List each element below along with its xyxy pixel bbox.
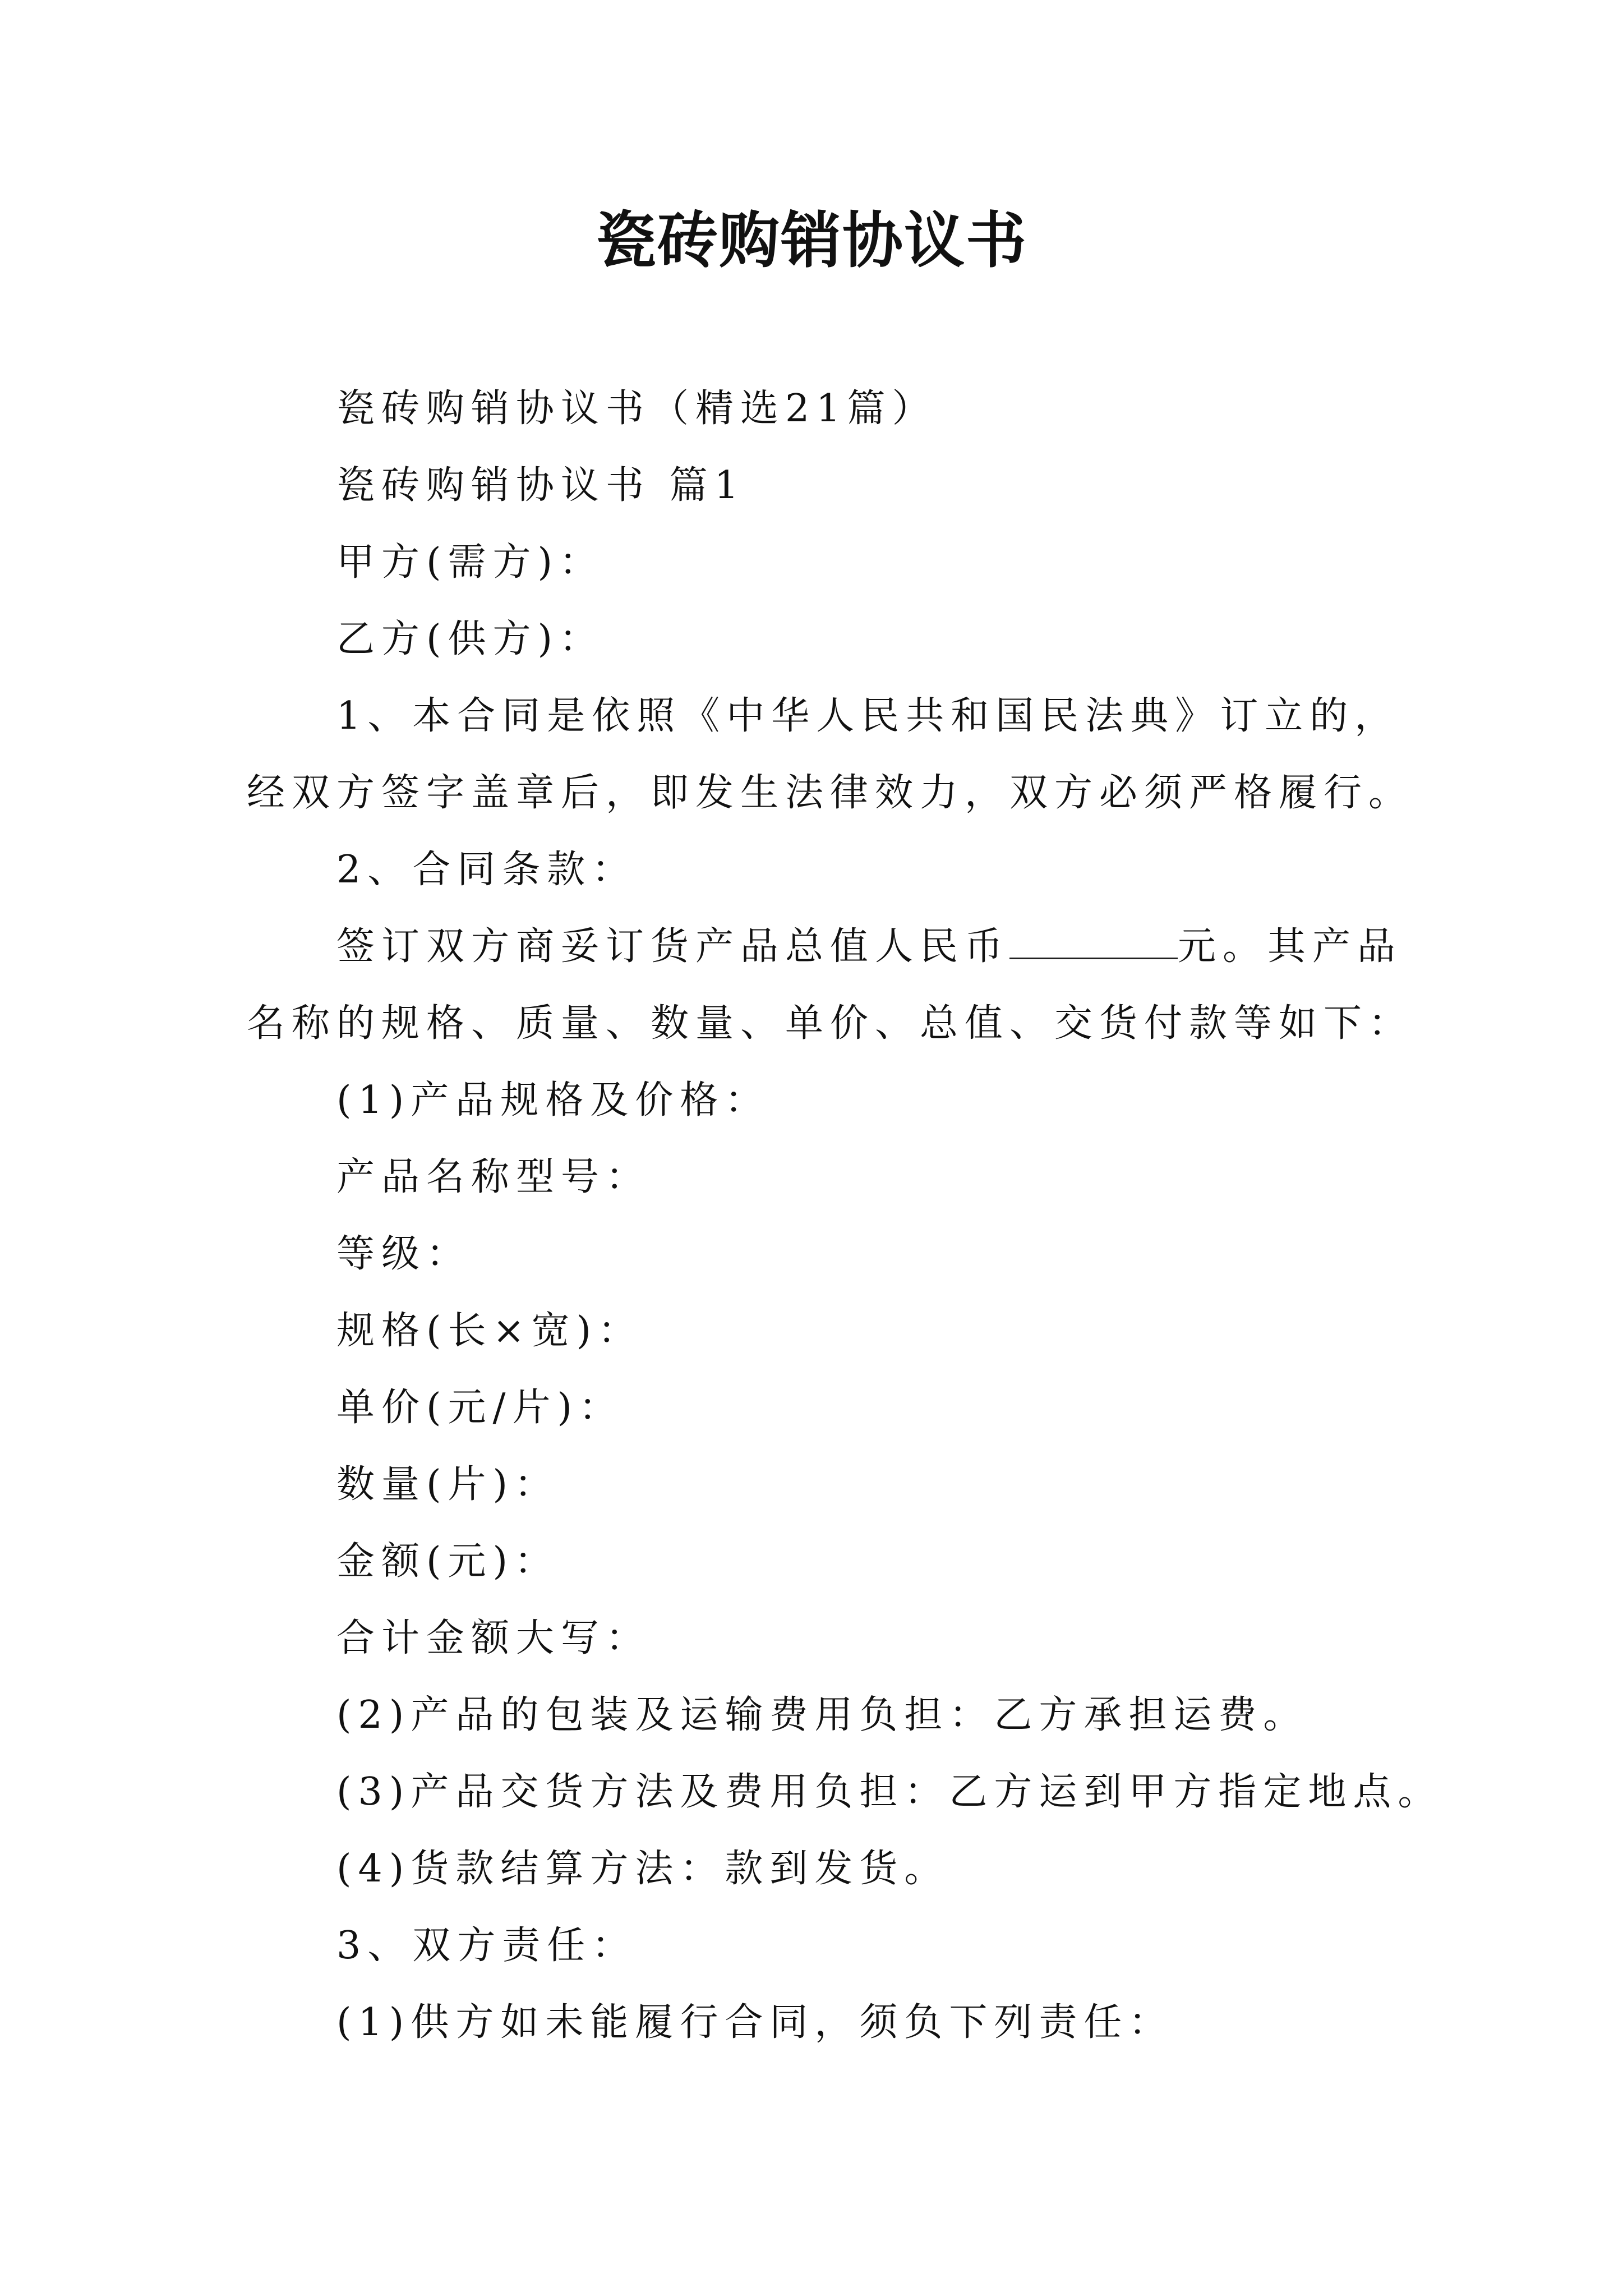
paragraph-dimensions: 规格(长×宽)： [336, 1309, 643, 1353]
paragraph-subtitle: 瓷砖购销协议书（精选21篇） [336, 386, 937, 431]
paragraph-delivery: (3)产品交货方法及费用负担：乙方运到甲方指定地点。 [336, 1770, 1443, 1814]
paragraph-unit-price: 单价(元/片)： [336, 1386, 624, 1430]
paragraph-grade: 等级： [336, 1232, 472, 1276]
amount-blank-field [1009, 924, 1178, 959]
paragraph-party-b: 乙方(供方)： [336, 617, 605, 661]
paragraph-total-in-words: 合计金额大写： [336, 1616, 651, 1660]
paragraph-total-value-line-1 [247, 908, 1424, 985]
paragraph-clause-2: 2、合同条款： [336, 848, 637, 892]
document-body [247, 370, 1443, 2061]
paragraph-supplier-liability: (1)供方如未能履行合同，须负下列责任： [336, 2000, 1174, 2045]
total-value-text-before: 签订双方商妥订货产品总值人民币 [336, 924, 1010, 969]
paragraph-payment: (4)货款结算方法：款到发货。 [336, 1847, 949, 1891]
paragraph-spec-price: (1)产品规格及价格： [336, 1078, 770, 1122]
total-value-text-after: 元。其产品 [1178, 924, 1403, 969]
paragraph-section-heading: 瓷砖购销协议书 篇1 [336, 463, 745, 508]
paragraph-product-model: 产品名称型号： [336, 1155, 651, 1199]
paragraph-clause-1-line-2: 经双方签字盖章后，即发生法律效力，双方必须严格履行。 [247, 771, 1414, 815]
paragraph-quantity: 数量(片)： [336, 1462, 560, 1507]
paragraph-amount: 金额(元)： [336, 1539, 560, 1584]
paragraph-clause-3: 3、双方责任： [336, 1924, 637, 1968]
paragraph-party-a: 甲方(需方)： [336, 540, 605, 585]
document-title: 瓷砖购销协议书 [595, 206, 1027, 276]
paragraph-total-value-line-2: 名称的规格、质量、数量、单价、总值、交货付款等如下： [247, 1001, 1414, 1046]
paragraph-clause-1-line-1: 1、本合同是依照《中华人民共和国民法典》订立的， [336, 694, 1400, 738]
paragraph-packaging: (2)产品的包装及运输费用负担：乙方承担运费。 [336, 1693, 1308, 1737]
